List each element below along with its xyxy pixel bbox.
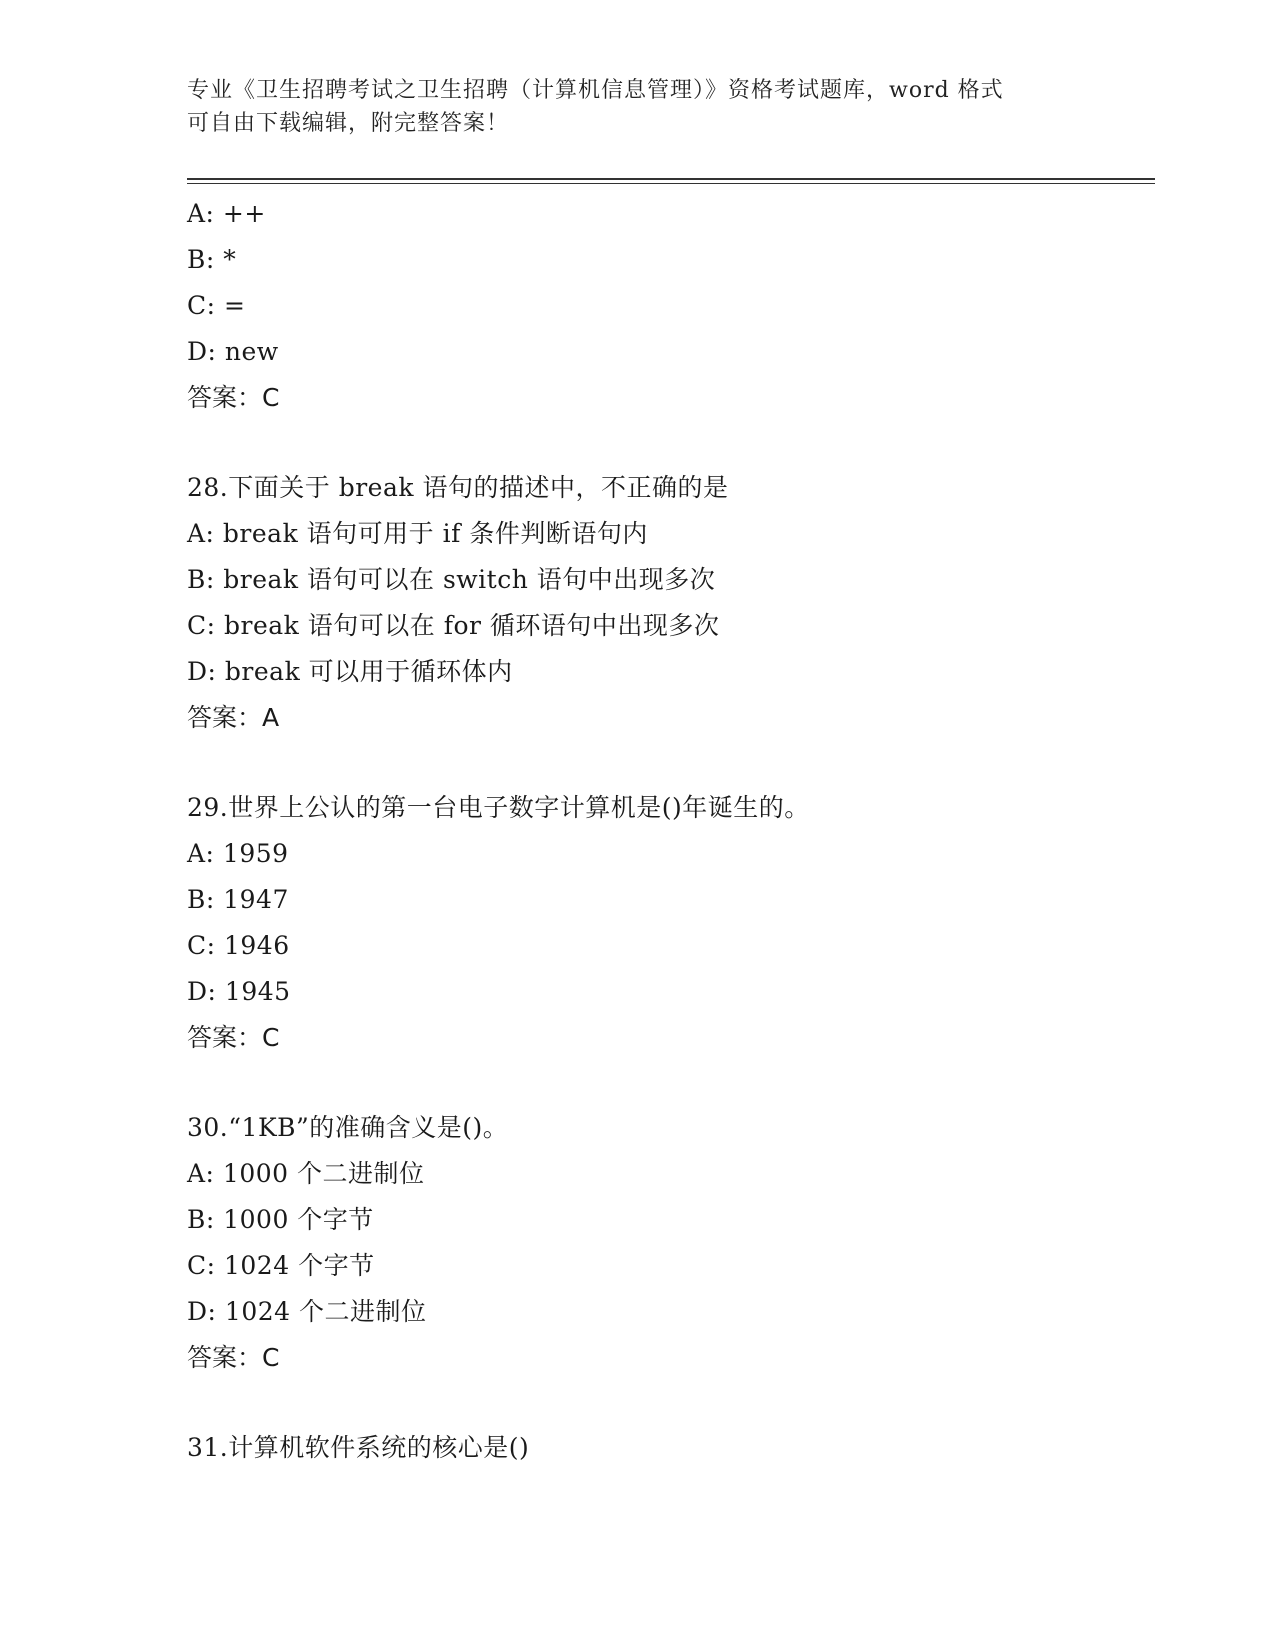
header-line-1: 专业《卫生招聘考试之卫生招聘（计算机信息管理）》资格考试题库，word 格式 bbox=[187, 78, 1004, 103]
question-text: 31.计算机软件系统的核心是() bbox=[187, 1433, 530, 1462]
header-divider-thick bbox=[187, 178, 1155, 180]
option-d: D: 1024 个二进制位 bbox=[187, 1297, 427, 1326]
option-a: A: break 语句可用于 if 条件判断语句内 bbox=[187, 519, 648, 548]
option-c: C: 1946 bbox=[187, 931, 290, 960]
option-a: A: 1959 bbox=[187, 839, 289, 868]
spacer bbox=[187, 741, 1147, 785]
question-29-block bbox=[187, 785, 1147, 1061]
option-a: A: 1000 个二进制位 bbox=[187, 1159, 425, 1188]
option-c: C: = bbox=[187, 291, 246, 320]
question-text: 29.世界上公认的第一台电子数字计算机是()年诞生的。 bbox=[187, 793, 810, 822]
spacer bbox=[187, 421, 1147, 465]
answer-line: 答案：A bbox=[187, 703, 280, 732]
spacer bbox=[187, 1381, 1147, 1425]
option-b: B: * bbox=[187, 245, 237, 274]
header-divider-thin bbox=[187, 183, 1155, 184]
question-text: 28.下面关于 break 语句的描述中，不正确的是 bbox=[187, 473, 729, 502]
option-b: B: 1000 个字节 bbox=[187, 1205, 374, 1234]
question-28-block bbox=[187, 465, 1147, 741]
document-header bbox=[187, 74, 1087, 140]
option-d: D: new bbox=[187, 337, 279, 366]
question-27-block bbox=[187, 191, 1147, 421]
option-b: B: break 语句可以在 switch 语句中出现多次 bbox=[187, 565, 716, 594]
option-d: D: 1945 bbox=[187, 977, 291, 1006]
spacer bbox=[187, 1061, 1147, 1105]
option-c: C: 1024 个字节 bbox=[187, 1251, 375, 1280]
question-list bbox=[187, 191, 1147, 1471]
answer-line: 答案：C bbox=[187, 1023, 280, 1052]
option-a: A: ++ bbox=[187, 199, 266, 228]
answer-line: 答案：C bbox=[187, 1343, 280, 1372]
answer-line: 答案：C bbox=[187, 383, 280, 412]
option-c: C: break 语句可以在 for 循环语句中出现多次 bbox=[187, 611, 720, 640]
option-b: B: 1947 bbox=[187, 885, 289, 914]
question-text: 30.“1KB”的准确含义是()。 bbox=[187, 1113, 509, 1142]
question-30-block bbox=[187, 1105, 1147, 1381]
option-d: D: break 可以用于循环体内 bbox=[187, 657, 513, 686]
header-line-2: 可自由下载编辑，附完整答案！ bbox=[187, 111, 510, 136]
question-31-block bbox=[187, 1425, 1147, 1471]
